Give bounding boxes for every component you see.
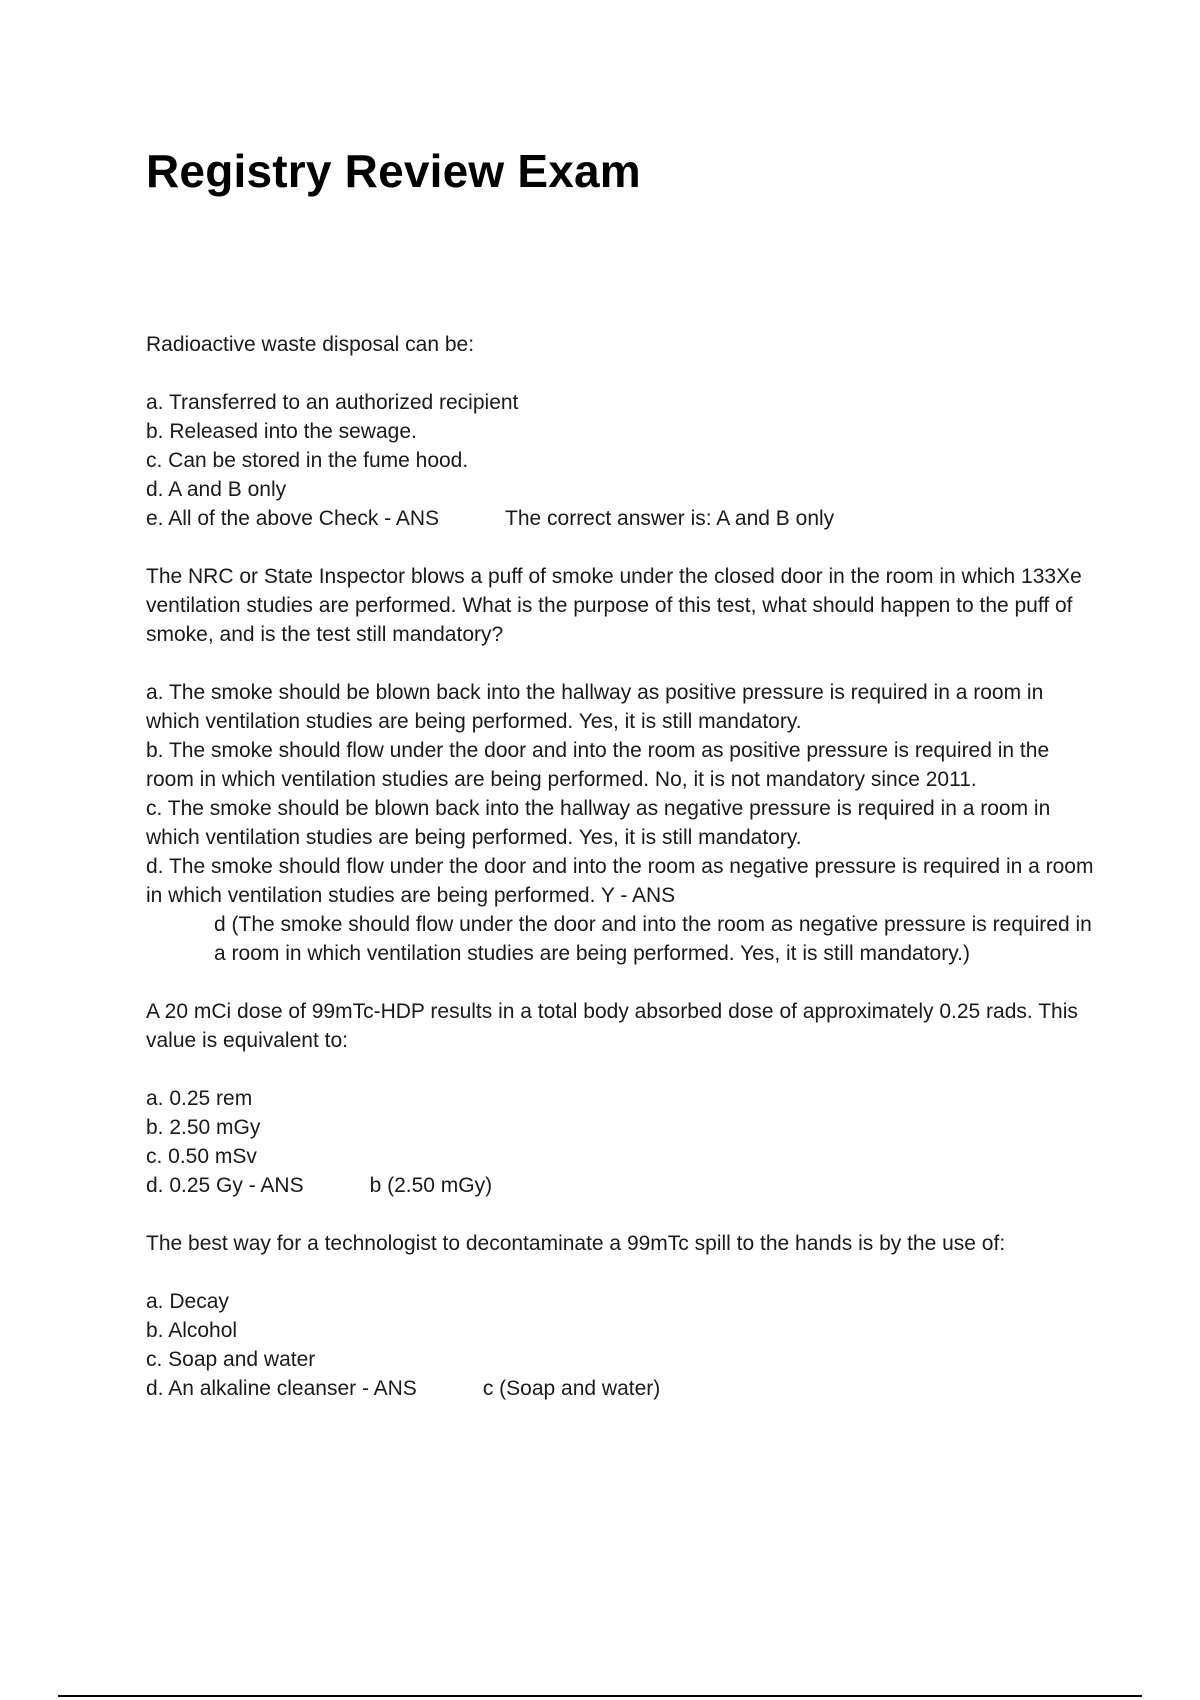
answer-text: c (Soap and water) [482, 1377, 661, 1400]
answer-text: d (The smoke should flow under the door and into the room as negative pressure is required in a room in which ventilation studies are being performed. Yes, it is still mandatory.) [214, 913, 1092, 965]
question-prompt: The best way for a technologist to decontaminate a 99mTc spill to the hands is by the use of: [146, 1232, 1006, 1255]
question-2-options [146, 678, 1096, 968]
option-a: a. Decay [146, 1290, 229, 1313]
option-c: c. The smoke should be blown back into the hallway as negative pressure is required in a room in which ventilation studies are being performed. Yes, it is still mandatory. [146, 797, 1051, 849]
option-e: e. All of the above Check - ANS [146, 507, 439, 530]
option-d: d. 0.25 Gy - ANS [146, 1174, 304, 1197]
option-d-with-answer [146, 1171, 1096, 1200]
option-c: c. Soap and water [146, 1348, 316, 1371]
option-d: d. An alkaline cleanser - ANS [146, 1377, 417, 1400]
question-3-prompt-block [146, 997, 1096, 1055]
option-b: b. Alcohol [146, 1319, 238, 1342]
question-1-options [146, 388, 1096, 533]
option-e-with-answer [146, 504, 1096, 533]
question-1-prompt-block [146, 330, 1096, 359]
question-list [146, 330, 1096, 1432]
question-2-prompt-block [146, 562, 1096, 649]
option-b: b. The smoke should flow under the door and into the room as positive pressure is required in the room in which ventilation studies are being performed. No, it is not mandatory since 2011. [146, 739, 1050, 791]
question-prompt: Radioactive waste disposal can be: [146, 333, 475, 356]
question-prompt: A 20 mCi dose of 99mTc-HDP results in a total body absorbed dose of approximately 0.25 rads. This value is equivalent to: [146, 1000, 1078, 1052]
answer-text: b (2.50 mGy) [369, 1174, 493, 1197]
option-c: c. Can be stored in the fume hood. [146, 449, 469, 472]
option-a: a. The smoke should be blown back into the hallway as positive pressure is required in a room in which ventilation studies are being performed. Yes, it is still mandatory. [146, 681, 1044, 733]
option-a: a. 0.25 rem [146, 1087, 253, 1110]
page-title: Registry Review Exam [146, 145, 641, 197]
question-3-options [146, 1084, 1096, 1200]
question-4-options [146, 1287, 1096, 1403]
option-b: b. 2.50 mGy [146, 1116, 261, 1139]
option-b: b. Released into the sewage. [146, 420, 417, 443]
option-d: d. A and B only [146, 478, 287, 501]
option-d-with-answer [146, 1374, 1096, 1403]
answer-text: The correct answer is: A and B only [505, 507, 835, 530]
option-d-with-answer [146, 852, 1096, 968]
option-c: c. 0.50 mSv [146, 1145, 257, 1168]
option-d: d. The smoke should flow under the door and into the room as negative pressure is required in a room in which ventilation studies are being performed. Y - ANS [146, 855, 1094, 907]
question-prompt: The NRC or State Inspector blows a puff of smoke under the closed door in the room in which 133Xe ventilation studies are performed. What is the purpose of this test, what should happen to the puff of smoke, and is the test still mandatory? [146, 565, 1082, 646]
option-a: a. Transferred to an authorized recipient [146, 391, 519, 414]
footer-divider [58, 1695, 1142, 1697]
question-4-prompt-block [146, 1229, 1096, 1258]
